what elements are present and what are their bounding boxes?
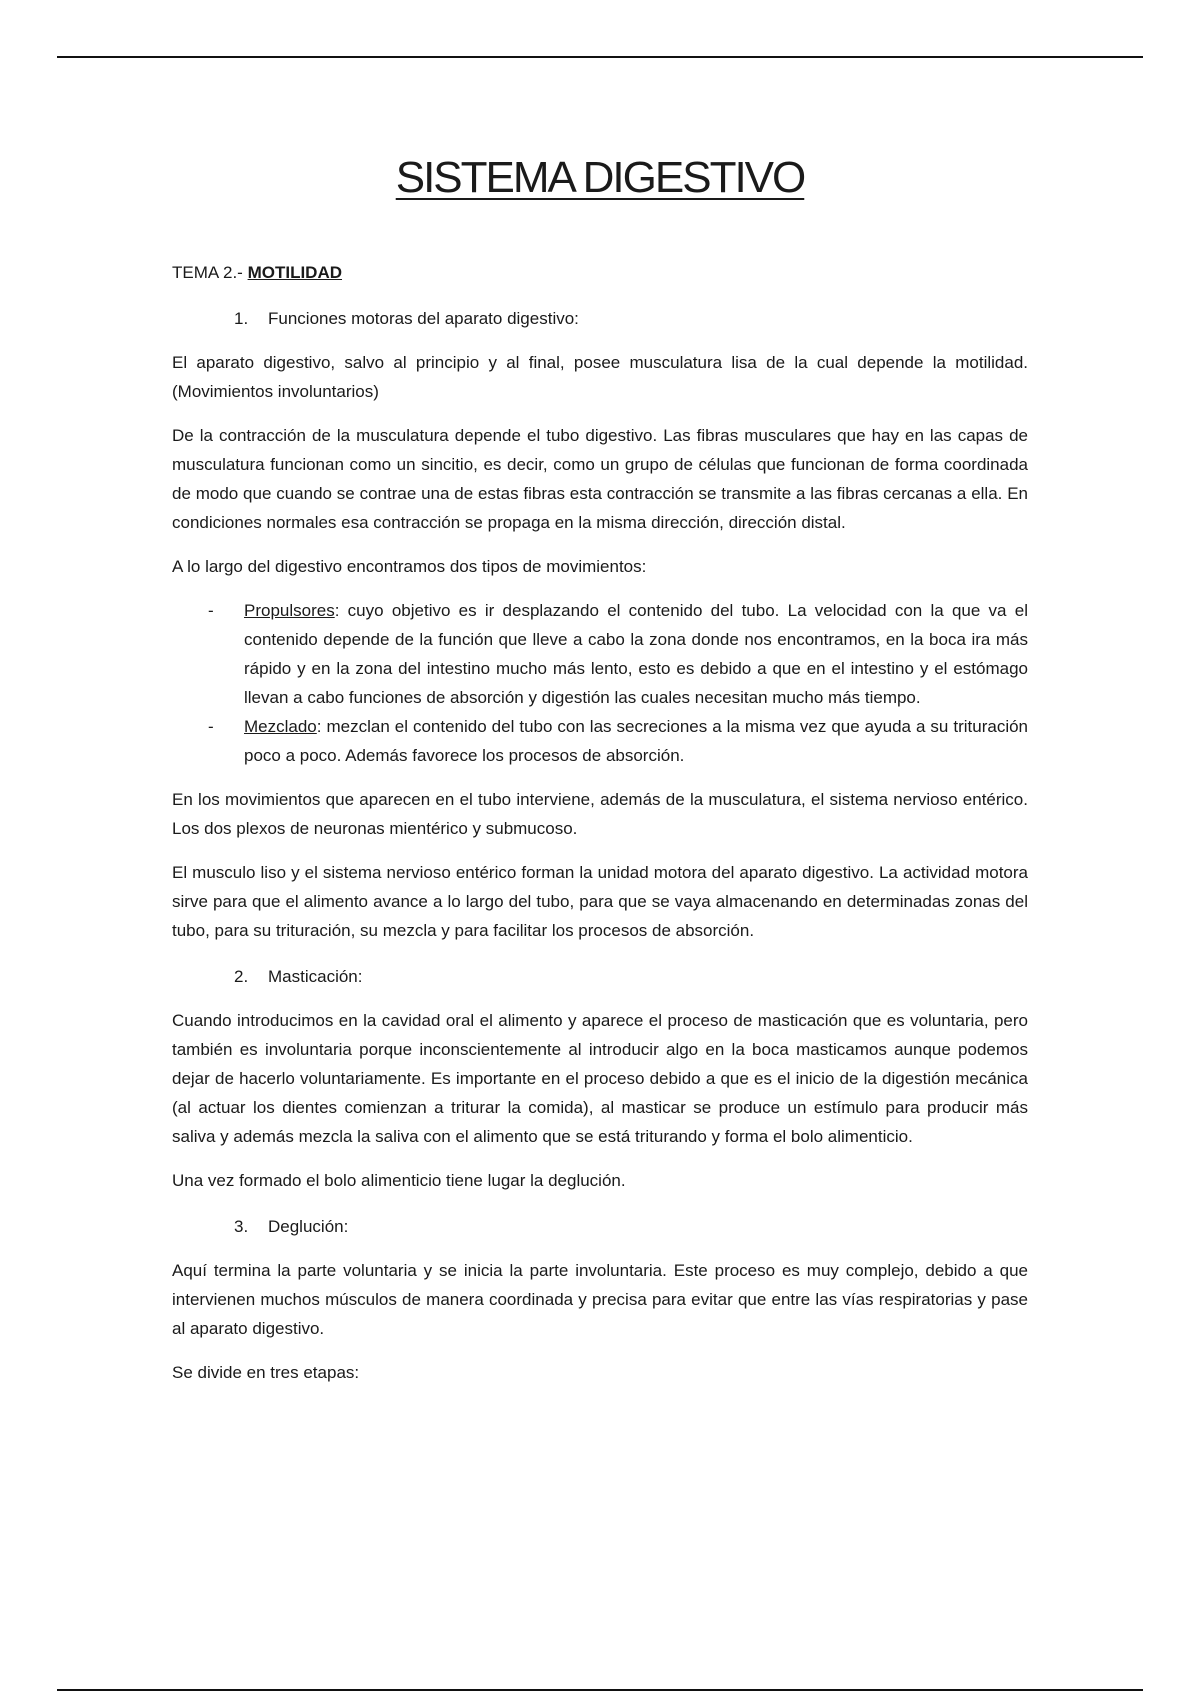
section-heading-3 [172,1212,1028,1241]
paragraph: En los movimientos que aparecen en el tubo interviene, además de la musculatura, el sistema nervioso entérico. Los dos plexos de neuronas mientérico y submucoso. [172,790,1028,838]
bullet-dash: - [208,717,214,736]
section-heading-text: Funciones motoras del aparato digestivo: [268,309,579,328]
bullet-dash: - [208,601,214,620]
section-heading-text: Masticación: [268,967,363,986]
section-heading-2 [172,962,1028,991]
topic-prefix: TEMA 2.- [172,263,248,282]
paragraph: El musculo liso y el sistema nervioso entérico forman la unidad motora del aparato digestivo. La actividad motora sirve para que el alimento avance a lo largo del tubo, para que se vaya almacenando en determinadas zonas del tubo, para su trituración, su mezcla y para facilitar los procesos de absorción. [172,863,1028,940]
document-title [172,152,1028,204]
topic-name: MOTILIDAD [247,263,343,282]
section-number: 2. [234,967,249,986]
document-body [172,258,1028,1387]
section-heading-1 [172,304,1028,333]
bullet-text: : cuyo objetivo es ir desplazando el contenido del tubo. La velocidad con la que va el contenido depende de la función que lleve a cabo la zona donde nos encontramos, en la boca ira más rápido y en la zona del intestino mucho más lento, esto es debido a que en el intestino y el estómago llevan a cabo funciones de absorción y digestión las cuales necesitan mucho más tiempo. [244,601,1028,707]
section-heading-text: Deglución: [268,1217,349,1236]
paragraph: Aquí termina la parte voluntaria y se inicia la parte involuntaria. Este proceso es muy complejo, debido a que intervienen muchos músculos de manera coordinada y precisa para evitar que entre las vías respiratorias y pase al aparato digestivo. [172,1261,1028,1338]
topic-line [172,258,1028,287]
movement-types-list [172,596,1028,770]
paragraph: A lo largo del digestivo encontramos dos tipos de movimientos: [172,557,647,576]
paragraph: Cuando introducimos en la cavidad oral el alimento y aparece el proceso de masticación que es voluntaria, pero también es involuntaria porque inconscientemente al introducir algo en la boca masticamos aunque podemos dejar de hacerlo voluntariamente. Es importante en el proceso debido a que es el inicio de la digestión mecánica (al actuar los dientes comienzan a triturar la comida), al masticar se produce un estímulo para producir más saliva y además mezcla la saliva con el alimento que se está triturando y forma el bolo alimenticio. [172,1011,1028,1146]
bullet-term: Mezclado [244,717,317,736]
top-rule [57,56,1143,58]
document-title-text: SISTEMA DIGESTIVO [395,153,805,202]
paragraph: De la contracción de la musculatura depende el tubo digestivo. Las fibras musculares que hay en las capas de musculatura funcionan como un sincitio, es decir, como un grupo de células que funcionan de forma coordinada de modo que cuando se contrae una de estas fibras esta contracción se transmite a las fibras cercanas a ella. En condiciones normales esa contracción se propaga en la misma dirección, dirección distal. [172,426,1028,532]
list-item-propulsores [172,596,1028,712]
bullet-text: : mezclan el contenido del tubo con las secreciones a la misma vez que ayuda a su trituración poco a poco. Además favorece los procesos de absorción. [244,717,1028,765]
section-number: 1. [234,309,249,328]
paragraph: El aparato digestivo, salvo al principio y al final, posee musculatura lisa de la cual depende la motilidad. (Movimientos involuntarios) [172,353,1028,401]
bottom-rule [57,1689,1143,1691]
bullet-term: Propulsores [244,601,335,620]
paragraph: Se divide en tres etapas: [172,1363,360,1382]
paragraph: Una vez formado el bolo alimenticio tiene lugar la deglución. [172,1171,626,1190]
list-item-mezclado [172,712,1028,770]
section-number: 3. [234,1217,249,1236]
